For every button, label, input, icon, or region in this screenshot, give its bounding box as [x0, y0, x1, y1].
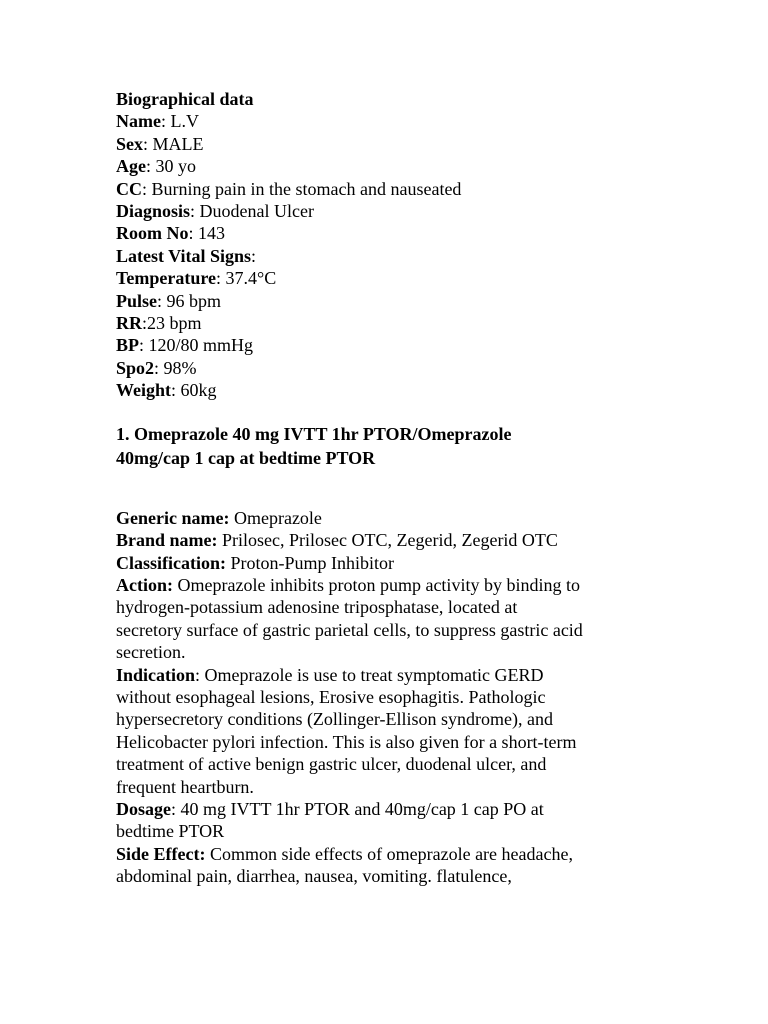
indication-line: treatment of active benign gastric ulcer, duodenal ulcer, and [116, 754, 547, 775]
bio-field-row [116, 290, 656, 312]
bio-field-label: Weight [116, 380, 172, 401]
classification-row [116, 552, 656, 574]
bio-field-separator: : [251, 245, 257, 266]
action-line: hydrogen-potassium adenosine triposphatase, located at [116, 597, 518, 618]
brand-name-value: Prilosec, Prilosec OTC, Zegerid, Zegerid OTC [217, 530, 558, 551]
bio-field-separator: : [190, 201, 200, 222]
side-effect-text: Common side effects of omeprazole are headache, [205, 843, 573, 864]
side-effect-label: Side Effect: [116, 843, 206, 864]
bio-field-value: L.V [170, 111, 199, 132]
bio-field-separator: : [139, 335, 149, 356]
bio-field-separator: : [146, 156, 156, 177]
bio-field-value: 60kg [180, 380, 217, 401]
bio-field-row [116, 110, 656, 132]
bio-field-separator: : [171, 380, 181, 401]
bio-field-value: Duodenal Ulcer [199, 201, 314, 222]
indication-line: Helicobacter pylori infection. This is also given for a short-term [116, 731, 577, 752]
dosage-line: bedtime PTOR [116, 821, 225, 842]
classification-value: Proton-Pump Inhibitor [226, 552, 395, 573]
action-section [116, 574, 656, 664]
side-effect-line: abdominal pain, diarrhea, nausea, vomiting. flatulence, [116, 866, 512, 887]
bio-field-label: RR [116, 313, 142, 334]
bio-field-separator: : [188, 223, 199, 244]
bio-field-label: Pulse [116, 290, 158, 311]
bio-field-separator: : [160, 111, 171, 132]
drug-heading-line-2: 40mg/cap 1 cap at bedtime PTOR [116, 447, 376, 468]
bio-field-row [116, 133, 656, 155]
bio-field-separator: : [142, 313, 148, 334]
spacer [116, 402, 656, 422]
bio-field-label: CC [116, 178, 142, 199]
indication-section [116, 664, 656, 798]
bio-field-value: 98% [163, 357, 197, 378]
bio-field-separator: : [143, 133, 153, 154]
bio-field-row [116, 379, 656, 401]
bio-field-value: Burning pain in the stomach and nauseated [151, 178, 462, 199]
bio-field-label: Diagnosis [116, 201, 191, 222]
generic-name-value: Omeprazole [229, 507, 322, 528]
indication-text: : Omeprazole is use to treat symptomatic GERD [195, 664, 544, 685]
classification-label: Classification: [116, 552, 226, 573]
generic-name-label: Generic name: [116, 507, 230, 528]
bio-field-row [116, 312, 656, 334]
bio-field-value: 96 bpm [166, 290, 222, 311]
drug-heading [116, 422, 656, 470]
action-text: Omeprazole inhibits proton pump activity by binding to [173, 574, 580, 595]
bio-field-label: Name [116, 111, 161, 132]
spacer [116, 470, 656, 507]
brand-name-label: Brand name: [116, 530, 218, 551]
indication-label: Indication [116, 664, 196, 685]
dosage-label: Dosage [116, 798, 171, 819]
indication-line: without esophageal lesions, Erosive esophagitis. Pathologic [116, 686, 546, 707]
bio-field-row [116, 357, 656, 379]
action-line: secretion. [116, 642, 186, 663]
bio-field-separator: : [157, 290, 167, 311]
brand-name-row [116, 529, 656, 551]
generic-name-row [116, 507, 656, 529]
bio-field-row [116, 200, 656, 222]
bio-field-label: BP [116, 335, 140, 356]
bio-field-separator: : [154, 357, 164, 378]
indication-line: hypersecretory conditions (Zollinger-Ellison syndrome), and [116, 709, 554, 730]
bio-field-separator: : [142, 178, 152, 199]
drug-heading-line-1: 1. Omeprazole 40 mg IVTT 1hr PTOR/Omeprazole [116, 423, 512, 444]
bio-field-row [116, 222, 656, 244]
side-effect-section [116, 843, 656, 888]
dosage-line [116, 798, 656, 820]
document-page [116, 88, 656, 888]
dosage-section [116, 798, 656, 843]
side-effect-line [116, 843, 656, 865]
indication-line [116, 664, 656, 686]
dosage-text: : 40 mg IVTT 1hr PTOR and 40mg/cap 1 cap PO at [171, 798, 544, 819]
bio-field-row [116, 178, 656, 200]
action-line: secretory surface of gastric parietal cells, to suppress gastric acid [116, 619, 583, 640]
action-line [116, 574, 656, 596]
bio-field-row [116, 267, 656, 289]
indication-line: frequent heartburn. [116, 776, 254, 797]
bio-field-label: Latest Vital Signs [116, 245, 252, 266]
bio-field-label: Spo2 [116, 357, 155, 378]
action-label: Action: [116, 574, 173, 595]
bio-title: Biographical data [116, 89, 254, 109]
bio-field-row [116, 334, 656, 356]
bio-field-value: MALE [152, 133, 204, 154]
bio-field-row [116, 155, 656, 177]
bio-field-value: 120/80 mmHg [148, 335, 254, 356]
bio-field-value: 30 yo [155, 156, 197, 177]
bio-field-label: Temperature [116, 268, 216, 289]
bio-field-label: Sex [116, 133, 143, 154]
bio-field-label: Room No [116, 223, 189, 244]
bio-field-row [116, 245, 656, 267]
bio-field-label: Age [116, 156, 146, 177]
bio-field-value: 143 [198, 223, 226, 244]
bio-fields [116, 110, 656, 401]
bio-field-value: 23 bpm [147, 313, 202, 334]
bio-field-value: 37.4°C [225, 268, 277, 289]
bio-field-separator: : [215, 268, 226, 289]
